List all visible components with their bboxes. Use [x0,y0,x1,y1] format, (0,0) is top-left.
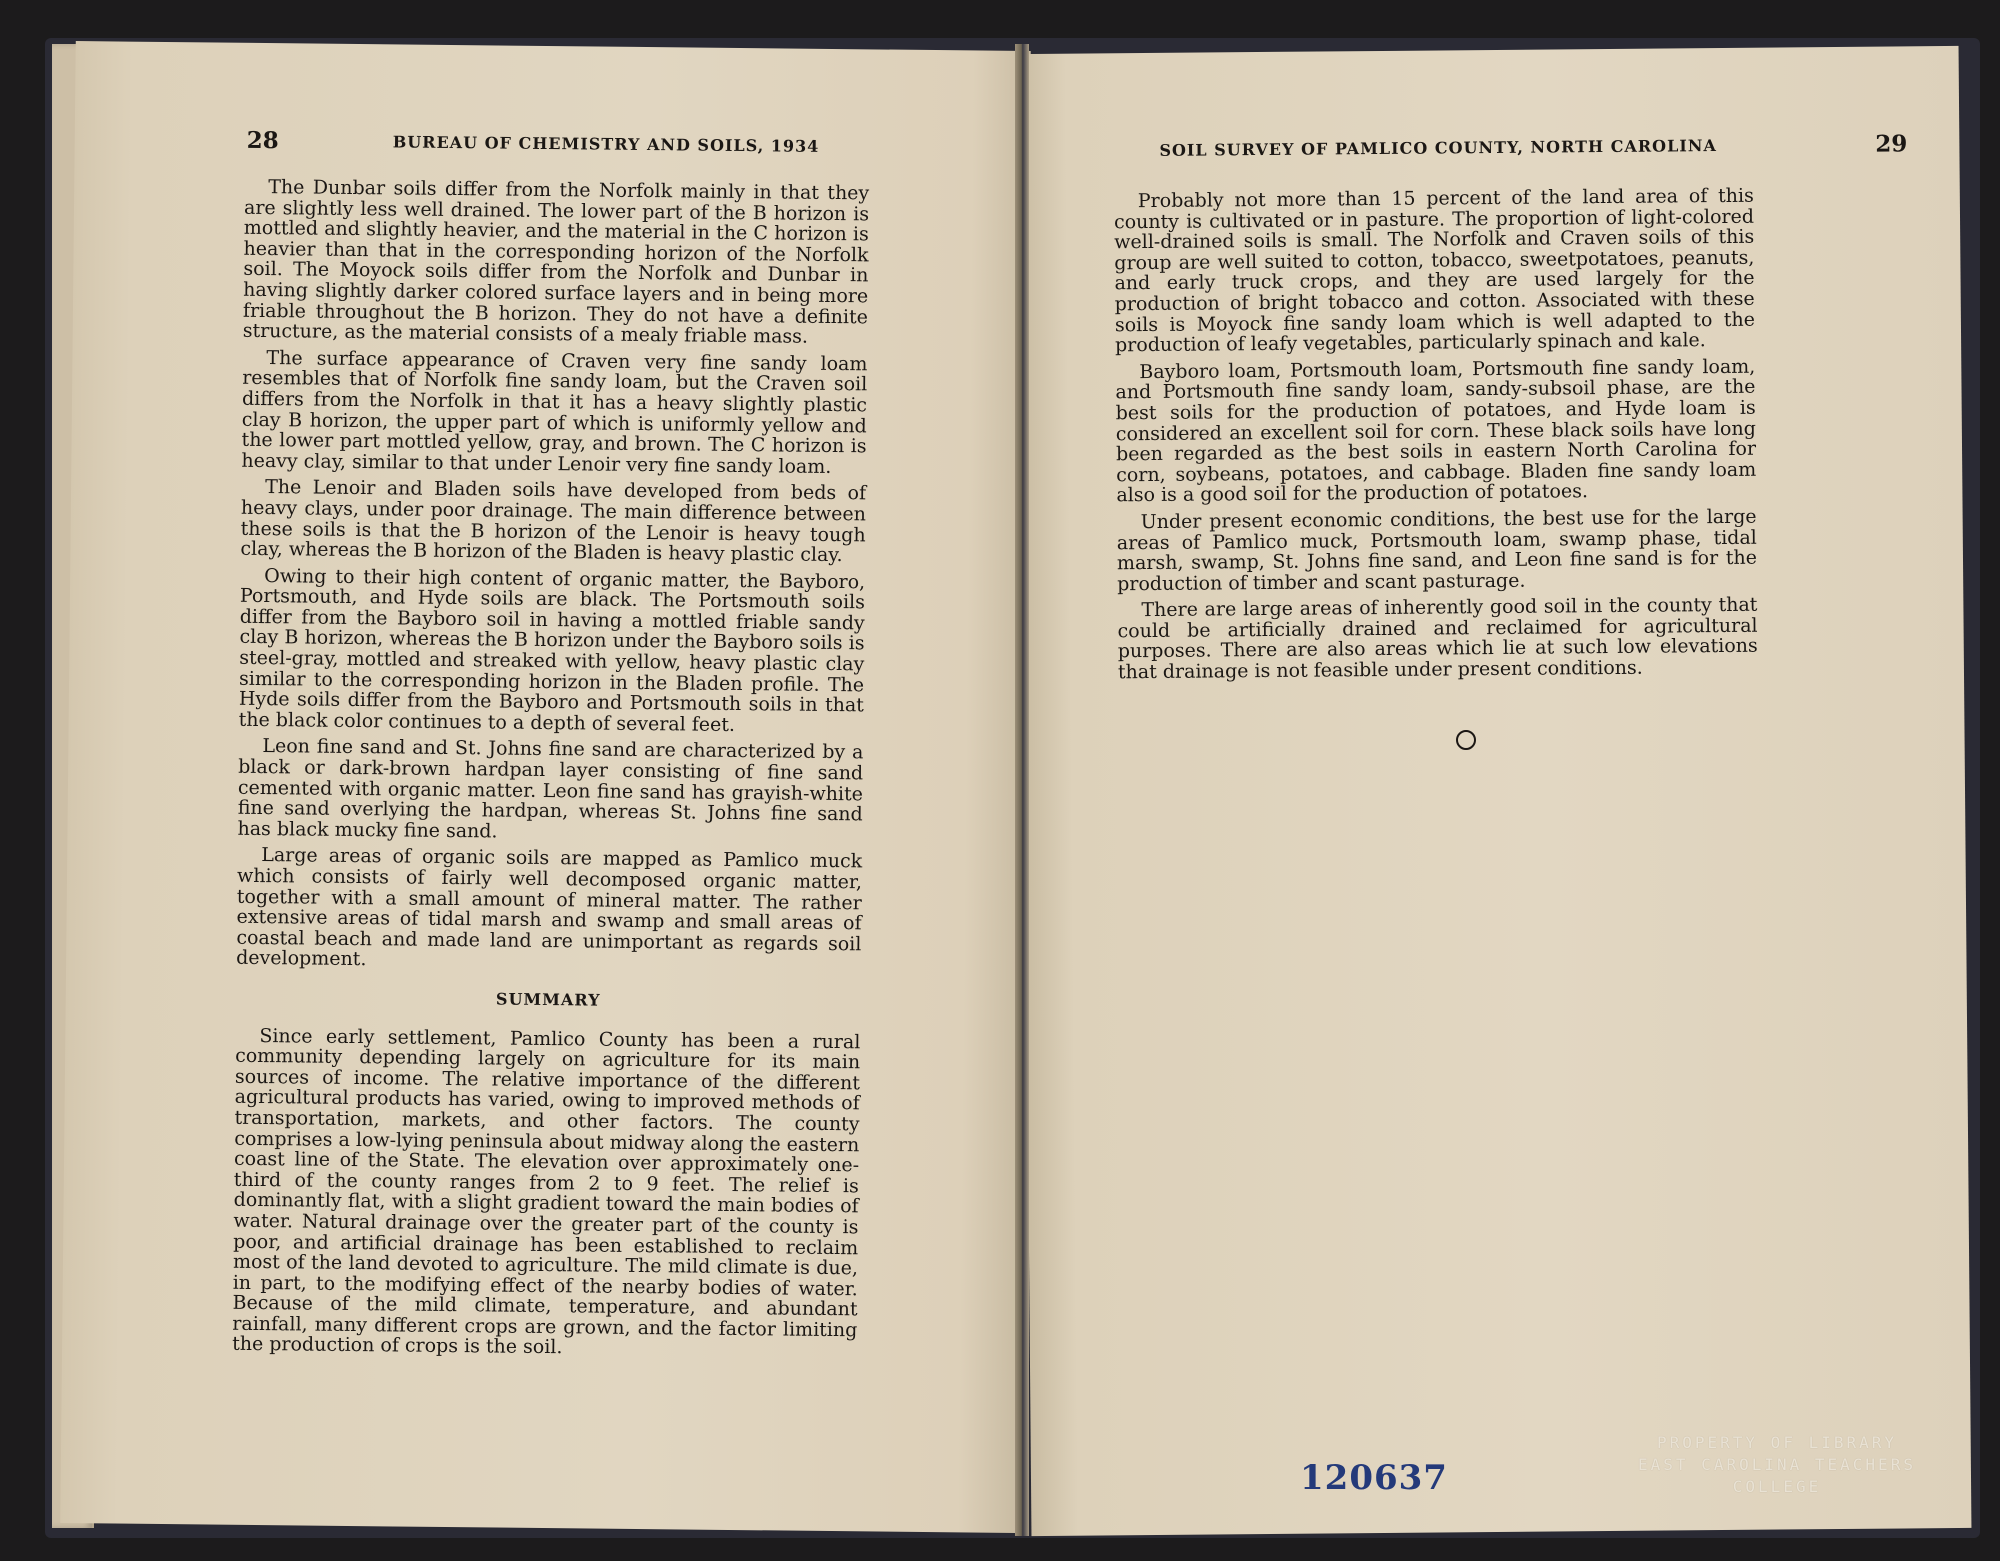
left-page [60,41,1030,1533]
paragraph-craven: The surface appearance of Craven very fine sandy loam resembles that of Norfolk fine sandy loam, but the Craven soil differs from the Norfolk in that it has a heavy slightly plastic clay B horizon, the upper part of which is uniformly yellow and the lower part mottled yellow, gray, and brown. The C horizon is heavy clay, similar to that under Lenoir very fine sandy loam. [241,346,868,478]
right-page [1019,46,1972,1536]
paragraph-drainage: There are large areas of inherently good soil in the county that could be artificially drained and reclaimed for agricultural purposes. There are also areas which lie at such low elevations that drainage is not feasible under present conditions. [1117,593,1758,684]
paragraph-lenoir-bladen: The Lenoir and Bladen soils have developed from beds of heavy clays, under poor drainage. The main difference between these soils is that the B horizon of the Lenoir is heavy tough clay, whereas the B horizon of the Bladen is heavy plastic clay. [240,476,867,567]
accession-number: 120637 [1300,1458,1448,1498]
summary-heading: SUMMARY [495,989,601,1010]
left-running-head: BUREAU OF CHEMISTRY AND SOILS, 1934 [392,132,820,156]
library-stamp [1592,1432,1962,1498]
paragraph-leon-st-johns: Leon fine sand and St. Johns fine sand are characterized by a black or dark-brown hardpan layer consisting of fine sand cemented with organic matter. Leon fine sand has grayish-white fine sand overlying the hardpan, whereas St. Johns fine sand has black mucky fine sand. [237,735,864,843]
paragraph-economic-conditions: Under present economic conditions, the best use for the large areas of Pamlico muck, Portsmouth loam, swamp phase, tidal marsh, swamp, St. Johns fine sand, and Leon fine sand is for the production of timber and scant pasturage. [1116,505,1758,595]
right-running-head: SOIL SURVEY OF PAMLICO COUNTY, NORTH CAROLINA [1159,136,1717,160]
paragraph-pamlico-muck: Large areas of organic soils are mapped as Pamlico muck which consists of fairly well decomposed organic matter, together with a small amount of mineral matter. The rather extensive areas of tidal marsh and swamp and small areas of coastal beach and made land are unimportant as regards soil development. [236,844,863,971]
paragraph-organic-black-soils: Owing to their high content of organic matter, the Bayboro, Portsmouth, and Hyde soils are black. The Portsmouth soils differ from the Bayboro soil in having a mottled friable sandy clay B horizon, whereas the B horizon under the Bayboro soils is steel-gray, mottled and streaked with yellow, heavy plastic clay similar to the corresponding horizon in the Bladen profile. The Hyde soils differ from the Bayboro and Portsmouth soils in that the black color continues to a depth of several feet. [238,564,866,736]
paragraph-best-soils: Bayboro loam, Portsmouth loam, Portsmouth fine sandy loam, and Portsmouth fine sandy loam, sandy-subsoil phase, are the best soils for the production of potatoes, and Hyde loam is considered an excellent soil for corn. These black soils have long been regarded as the best soils in eastern North Carolina for corn, soybeans, potatoes, and cabbage. Bladen fine sandy loam also is a good soil for the production of potatoes. [1115,355,1757,507]
paragraph-summary: Since early settlement, Pamlico County has been a rural community depending largely on agriculture for its main sources of income. The relative importance of the different agricultural products has varied, owing to improved methods of transportation, markets, and other factors. The county comprises a low-lying peninsula about midway along the eastern coast line of the State. The elevation over approximately one-third of the county ranges from 2 to 9 feet. The relief is dominantly flat, with a slight gradient toward the main bodies of water. Natural drainage over the greater part of the county is poor, and artificial drainage has been established to reclaim most of the land devoted to agriculture. The mild climate is due, in part, to the modifying effect of the nearby bodies of water. Because of the mild climate, temperature, and abundant rainfall, many different crops are grown, and the factor limiting the production of crops is the soil. [232,1024,861,1359]
book-gutter [1015,44,1029,1536]
end-ornament-circle-icon [1456,730,1476,750]
right-text-column [1114,186,1758,689]
paragraph-dunbar: The Dunbar soils differ from the Norfolk mainly in that they are slightly less well drained. The lower part of the B horizon is mottled and slightly heavier, and the material in the C horizon is heavier than that in the corresponding horizon of the Norfolk soil. The Moyock soils differ from the Norfolk and Dunbar in having slightly darker colored surface layers and in being more friable throughout the B horizon. They do not have a definite structure, as the material consists of a mealy friable mass. [242,176,870,348]
library-stamp-line2: EAST CAROLINA TEACHERS COLLEGE [1638,1455,1916,1496]
right-page-number: 29 [1875,130,1908,158]
library-stamp-line1: PROPERTY OF LIBRARY [1656,1433,1898,1452]
paragraph-land-use: Probably not more than 15 percent of the land area of this county is cultivated or in pasture. The proportion of light-colored well-drained soils is small. The Norfolk and Craven soils of this group are well suited to cotton, tobacco, sweetpotatoes, peanuts, and early truck crops, and they are used largely for the production of bright tobacco and cotton. Associated with these soils is Moyock fine sandy loam which is well adapted to the production of leafy vegetables, particularly spinach and kale. [1113,184,1755,357]
left-page-number: 28 [246,126,279,155]
left-text-column [232,177,869,1368]
